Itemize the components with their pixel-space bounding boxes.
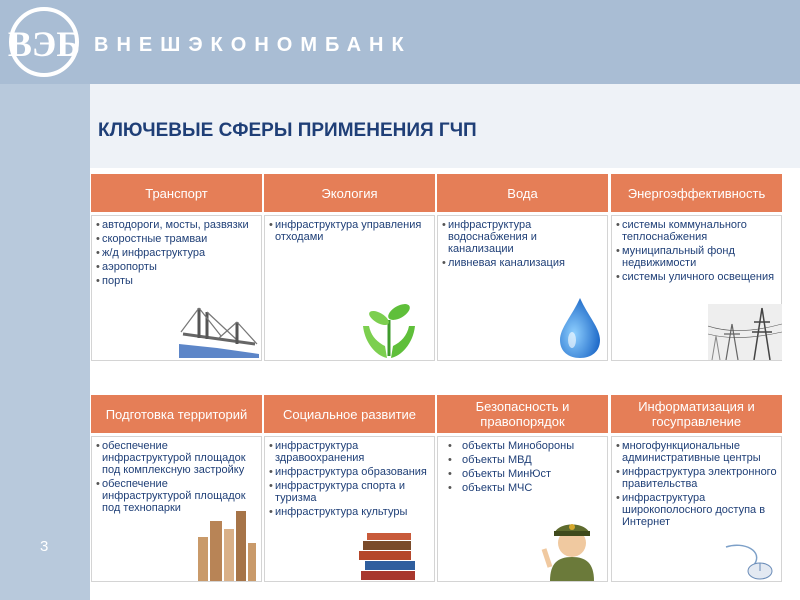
list-item: • обеспечение инфраструктурой площадок под комплексную застройку bbox=[96, 440, 257, 476]
computer-mouse-illustration-icon bbox=[724, 541, 780, 581]
soldier-illustration-icon bbox=[540, 513, 604, 581]
bank-name: ВНЕШЭКОНОМБАНК bbox=[94, 34, 412, 56]
list-item: • инфраструктура водоснабжения и канализации bbox=[442, 219, 603, 255]
item-list bbox=[612, 216, 781, 283]
svg-text:ВЭБ: ВЭБ bbox=[8, 24, 80, 64]
page-number: 3 bbox=[40, 538, 49, 555]
list-item: • инфраструктура образования bbox=[269, 466, 430, 478]
left-band bbox=[0, 0, 90, 600]
page-title: КЛЮЧЕВЫЕ СФЕРЫ ПРИМЕНЕНИЯ ГЧП bbox=[98, 120, 477, 141]
card-informatization bbox=[611, 395, 782, 582]
card-header: Транспорт bbox=[91, 174, 262, 212]
list-item: • объекты МЧС bbox=[448, 482, 603, 494]
title-area bbox=[90, 84, 800, 168]
sprout-in-hands-illustration-icon bbox=[357, 296, 421, 360]
card-security bbox=[437, 395, 608, 582]
card-header: Информатизация и госуправление bbox=[611, 395, 782, 433]
list-item: • системы уличного освещения bbox=[616, 271, 777, 283]
card-social bbox=[264, 395, 435, 582]
card-header: Подготовка территорий bbox=[91, 395, 262, 433]
list-item: • инфраструктура культуры bbox=[269, 506, 430, 518]
card-water bbox=[437, 174, 608, 361]
card-body bbox=[611, 215, 782, 361]
list-item: • системы коммунального теплоснабжения bbox=[616, 219, 777, 243]
list-item: • автодороги, мосты, развязки bbox=[96, 219, 257, 231]
item-list bbox=[92, 216, 261, 287]
list-item: • инфраструктура широкополосного доступа в Интернет bbox=[616, 492, 777, 528]
card-energy bbox=[611, 174, 782, 361]
list-item: • многофункциональные административные центры bbox=[616, 440, 777, 464]
list-item: • инфраструктура электронного правительства bbox=[616, 466, 777, 490]
item-list bbox=[265, 216, 434, 243]
list-item: • объекты МВД bbox=[448, 454, 603, 466]
item-list bbox=[438, 437, 607, 494]
list-item: • инфраструктура спорта и туризма bbox=[269, 480, 430, 504]
card-body bbox=[437, 215, 608, 361]
card-header: Экология bbox=[264, 174, 435, 212]
bridge-illustration-icon bbox=[177, 304, 261, 358]
list-item: • ливневая канализация bbox=[442, 257, 603, 269]
water-drop-illustration-icon bbox=[558, 296, 602, 360]
card-body bbox=[91, 215, 262, 361]
list-item: • инфраструктура здравоохранения bbox=[269, 440, 430, 464]
list-item: • ж/д инфраструктура bbox=[96, 247, 257, 259]
card-body bbox=[91, 436, 262, 582]
list-item: • муниципальный фонд недвижимости bbox=[616, 245, 777, 269]
list-item: • обеспечение инфраструктурой площадок под технопарки bbox=[96, 478, 257, 514]
card-header: Вода bbox=[437, 174, 608, 212]
bank-logo bbox=[8, 6, 80, 78]
card-body bbox=[264, 436, 435, 582]
item-list bbox=[612, 437, 781, 528]
item-list bbox=[92, 437, 261, 514]
item-list bbox=[438, 216, 607, 269]
list-item: • инфраструктура управления отходами bbox=[269, 219, 430, 243]
books-illustration-icon bbox=[357, 533, 419, 581]
list-item: • объекты МинЮст bbox=[448, 468, 603, 480]
list-item: • аэропорты bbox=[96, 261, 257, 273]
card-ecology bbox=[264, 174, 435, 361]
skyscrapers-illustration-icon bbox=[192, 507, 258, 581]
list-item: • скоростные трамваи bbox=[96, 233, 257, 245]
list-item: • объекты Минобороны bbox=[448, 440, 603, 452]
card-body bbox=[611, 436, 782, 582]
list-item: • порты bbox=[96, 275, 257, 287]
card-header: Социальное развитие bbox=[264, 395, 435, 433]
card-body bbox=[264, 215, 435, 361]
card-header: Безопасность и правопорядок bbox=[437, 395, 608, 433]
power-lines-illustration-icon bbox=[708, 304, 782, 360]
item-list bbox=[265, 437, 434, 518]
card-territory bbox=[91, 395, 262, 582]
card-body bbox=[437, 436, 608, 582]
card-header: Энергоэффективность bbox=[611, 174, 782, 212]
card-transport bbox=[91, 174, 262, 361]
